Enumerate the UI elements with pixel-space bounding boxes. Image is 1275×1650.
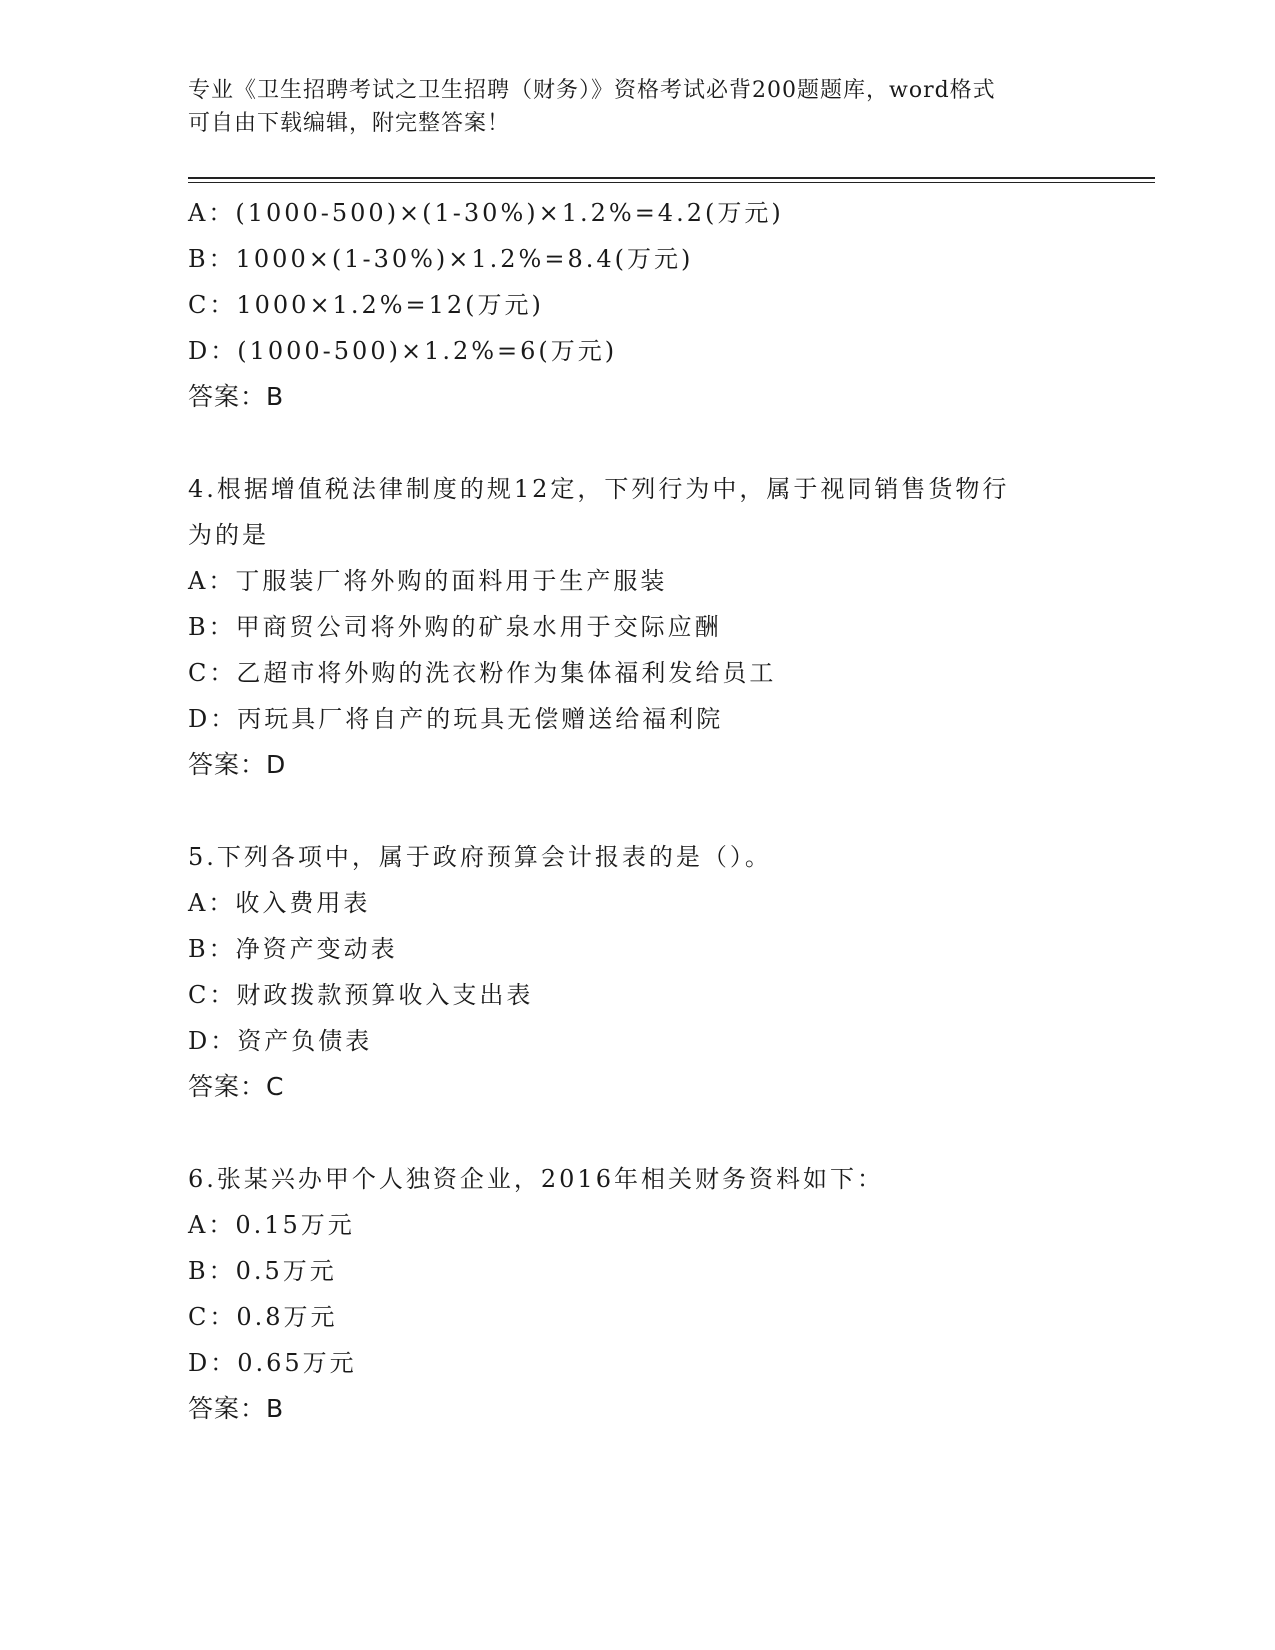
q3-answer: 答案：B (188, 382, 285, 411)
q6-question: 6.张某兴办甲个人独资企业，2016年相关财务资料如下： (188, 1165, 884, 1193)
q4-option-b: B：甲商贸公司将外购的矿泉水用于交际应酬 (188, 613, 722, 641)
question-5 (188, 834, 1108, 1110)
header-title-line-2: 可自由下载编辑，附完整答案！ (188, 111, 511, 136)
q4-question-line-2: 为的是 (188, 521, 269, 549)
q3-option-b: B：1000×(1-30%)×1.2%=8.4(万元) (188, 245, 694, 273)
header-divider-thick (188, 177, 1155, 179)
q3-option-c: C：1000×1.2%=12(万元) (188, 291, 544, 319)
q5-option-a: A：收入费用表 (188, 889, 371, 917)
q4-answer: 答案：D (188, 750, 287, 779)
header-divider-thin (188, 182, 1155, 183)
question-list (188, 190, 1108, 1432)
header-title-line-1: 专业《卫生招聘考试之卫生招聘（财务）》资格考试必背200题题库，word格式 (188, 78, 996, 103)
spacer (188, 788, 1108, 834)
q5-answer: 答案：C (188, 1072, 285, 1101)
q3-option-a: A：(1000-500)×(1-30%)×1.2%=4.2(万元) (188, 199, 784, 227)
q6-answer: 答案：B (188, 1394, 285, 1423)
question-3 (188, 190, 1108, 420)
q6-option-b: B：0.5万元 (188, 1257, 337, 1285)
q4-option-c: C：乙超市将外购的洗衣粉作为集体福利发给员工 (188, 659, 777, 687)
q5-option-b: B：净资产变动表 (188, 935, 398, 963)
q4-option-a: A：丁服装厂将外购的面料用于生产服装 (188, 567, 668, 595)
question-6 (188, 1156, 1108, 1432)
q4-option-d: D：丙玩具厂将自产的玩具无偿赠送给福利院 (188, 705, 724, 733)
spacer (188, 1110, 1108, 1156)
q4-question-line-1: 4.根据增值税法律制度的规12定，下列行为中，属于视同销售货物行 (188, 475, 1010, 503)
q6-option-a: A：0.15万元 (188, 1211, 355, 1239)
q6-option-d: D：0.65万元 (188, 1349, 357, 1377)
q5-option-d: D：资产负债表 (188, 1027, 373, 1055)
q5-option-c: C：财政拨款预算收入支出表 (188, 981, 534, 1009)
spacer (188, 420, 1108, 466)
q6-option-c: C：0.8万元 (188, 1303, 338, 1331)
q5-question: 5.下列各项中，属于政府预算会计报表的是（）。 (188, 843, 772, 871)
q3-option-d: D：(1000-500)×1.2%=6(万元) (188, 337, 618, 365)
question-4 (188, 466, 1108, 788)
document-header (188, 74, 1088, 140)
